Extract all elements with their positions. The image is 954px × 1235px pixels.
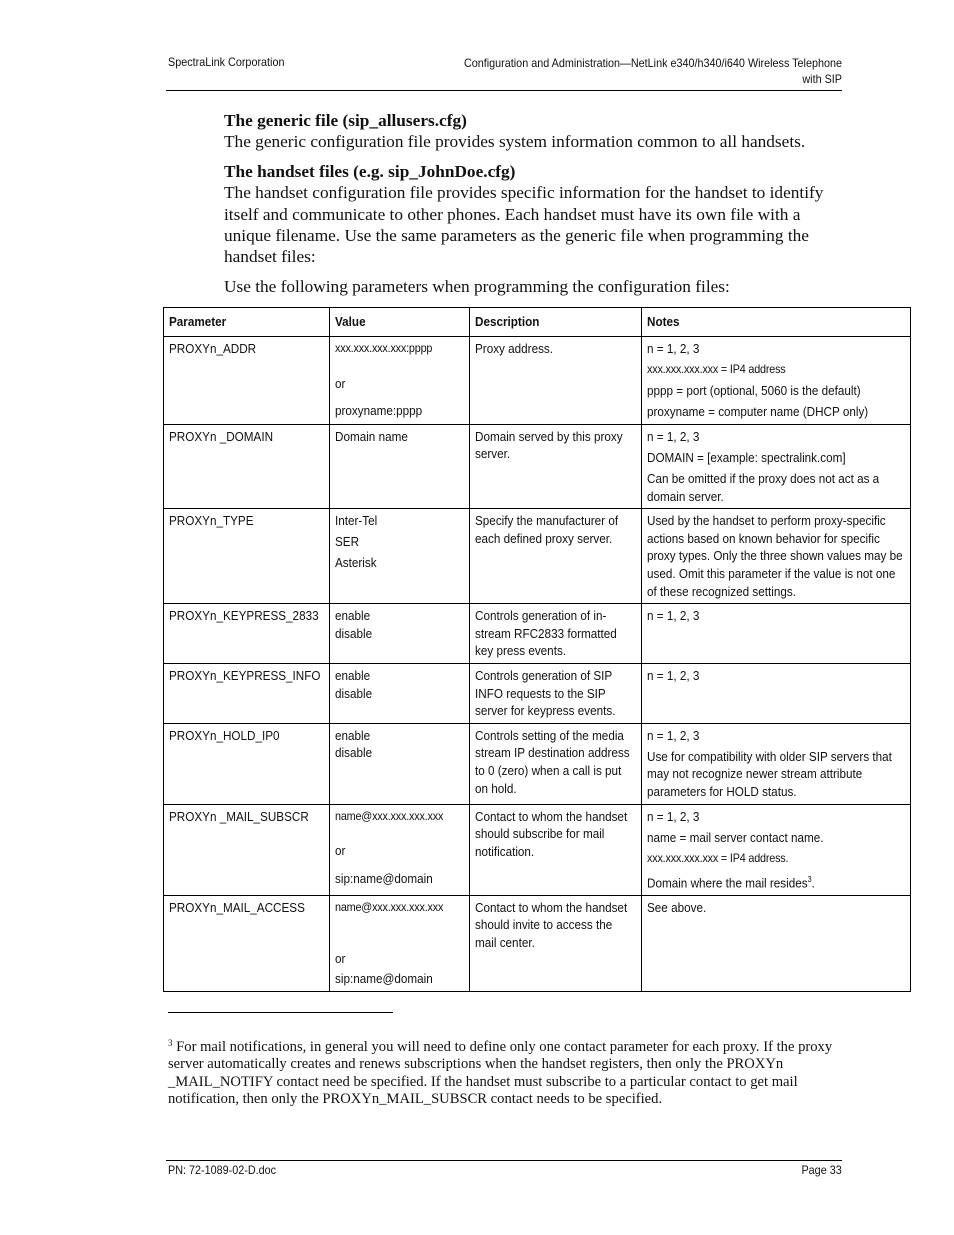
notes-cell: Used by the handset to perform proxy-specific actions based on known behavior for specific proxy types. Only the three shown values may be used. Omit this parameter if the value is not one of these recognized settings.: [642, 509, 911, 604]
description-cell: Specify the manufacturer of each defined proxy server.: [470, 509, 642, 604]
description-cell: Domain served by this proxy server.: [470, 424, 642, 508]
handset-file-text: The handset configuration file provides specific information for the handset to identify itself and communicate to other phones. Each handset must have its own file with a unique filename. Use the same parameters as the generic file when programming the handset files:: [224, 183, 824, 267]
handset-file-heading: The handset files (e.g. sip_JohnDoe.cfg): [224, 162, 516, 181]
header-title-line-1: Configuration and Administration—NetLink e340/h340/i640 Wireless Telephone: [463, 56, 842, 70]
header-doc-title: [374, 55, 842, 87]
value-cell: enable disable: [330, 604, 470, 664]
column-header-description: Description: [470, 308, 642, 337]
value-cell: enable disable: [330, 723, 470, 804]
footnote-ref[interactable]: 3: [807, 874, 812, 884]
generic-file-text: The generic configuration file provides system information common to all handsets.: [224, 132, 806, 152]
description-cell: Contact to whom the handset should subscribe for mail notification.: [470, 804, 642, 895]
notes-cell: n = 1, 2, 3 xxx.xxx.xxx.xxx = IP4 address pppp = port (optional, 5060 is the default) proxyname = computer name (DHCP only): [642, 337, 911, 425]
parameter-cell: PROXYn_HOLD_IP0: [164, 723, 330, 804]
parameter-cell: PROXYn_ADDR: [164, 337, 330, 425]
parameter-cell: PROXYn_KEYPRESS_INFO: [164, 664, 330, 724]
table-row: [164, 604, 911, 664]
table-lead-text: Use the following parameters when programming the configuration files:: [224, 277, 730, 296]
footnote-text: For mail notifications, in general you will need to define only one contact parameter for each proxy. If the proxy server automatically creates and renews subscriptions when the handset registers, then only the PROXYn _MAIL_NOTIFY contact need be specified. If the handset must subscribe to a particular contact to get mail notification, then only the PROXYn_MAIL_SUBSCR contact needs to be specified.: [168, 1039, 833, 1108]
table-row: [164, 509, 911, 604]
footer-page-number: Page 33: [801, 1163, 842, 1177]
footer-rule: [166, 1160, 842, 1161]
table-row: [164, 664, 911, 724]
mail-domain-note: Domain where the mail resides: [647, 875, 808, 891]
notes-cell: n = 1, 2, 3 DOMAIN = [example: spectralink.com] Can be omitted if the proxy does not act as a domain server.: [642, 424, 911, 508]
generic-file-heading: The generic file (sip_allusers.cfg): [224, 111, 467, 130]
parameter-cell: PROXYn_TYPE: [164, 509, 330, 604]
description-cell: Proxy address.: [470, 337, 642, 425]
notes-cell: n = 1, 2, 3: [642, 604, 911, 664]
value-cell: name@xxx.xxx.xxx.xxx or sip:name@domain: [330, 804, 470, 895]
footnote-marker: 3: [168, 1038, 173, 1048]
value-cell: Domain name: [330, 424, 470, 508]
footnote: [168, 1035, 848, 1109]
notes-cell: n = 1, 2, 3 Use for compatibility with older SIP servers that may not recognize newer stream attribute parameters for HOLD status.: [642, 723, 911, 804]
column-header-parameter: Parameter: [164, 308, 330, 337]
header-company: SpectraLink Corporation: [168, 55, 285, 69]
column-header-value: Value: [330, 308, 470, 337]
notes-cell: See above.: [642, 895, 911, 991]
description-cell: Controls setting of the media stream IP destination address to 0 (zero) when a call is put on hold.: [470, 723, 642, 804]
parameter-cell: PROXYn_KEYPRESS_2833: [164, 604, 330, 664]
footnote-separator: [168, 1012, 393, 1013]
header-title-line-2: with SIP: [802, 72, 842, 86]
value-cell: name@xxx.xxx.xxx.xxx or sip:name@domain: [330, 895, 470, 991]
parameter-cell: PROXYn _MAIL_SUBSCR: [164, 804, 330, 895]
handset-file-section: [224, 161, 834, 267]
value-cell: Inter-Tel SER Asterisk: [330, 509, 470, 604]
parameters-table: [163, 307, 911, 992]
notes-cell: n = 1, 2, 3: [642, 664, 911, 724]
table-row: [164, 804, 911, 895]
header-rule: [166, 90, 842, 91]
footer-doc-number: PN: 72-1089-02-D.doc: [168, 1163, 277, 1177]
generic-file-section: [224, 110, 834, 153]
parameter-cell: PROXYn _DOMAIN: [164, 424, 330, 508]
description-cell: Controls generation of SIP INFO requests to the SIP server for keypress events.: [470, 664, 642, 724]
table-header-row: [164, 308, 911, 337]
parameter-cell: PROXYn_MAIL_ACCESS: [164, 895, 330, 991]
table-row: [164, 723, 911, 804]
notes-cell: n = 1, 2, 3 name = mail server contact name. xxx.xxx.xxx.xxx = IP4 address. Domain where the mail resides$^3$.: [642, 804, 911, 895]
value-cell: xxx.xxx.xxx.xxx:pppp or proxyname:pppp: [330, 337, 470, 425]
table-row: [164, 424, 911, 508]
value-cell: enable disable: [330, 664, 470, 724]
table-row: [164, 337, 911, 425]
column-header-notes: Notes: [642, 308, 911, 337]
description-cell: Contact to whom the handset should invite to access the mail center.: [470, 895, 642, 991]
table-row: [164, 895, 911, 991]
description-cell: Controls generation of in-stream RFC2833 formatted key press events.: [470, 604, 642, 664]
